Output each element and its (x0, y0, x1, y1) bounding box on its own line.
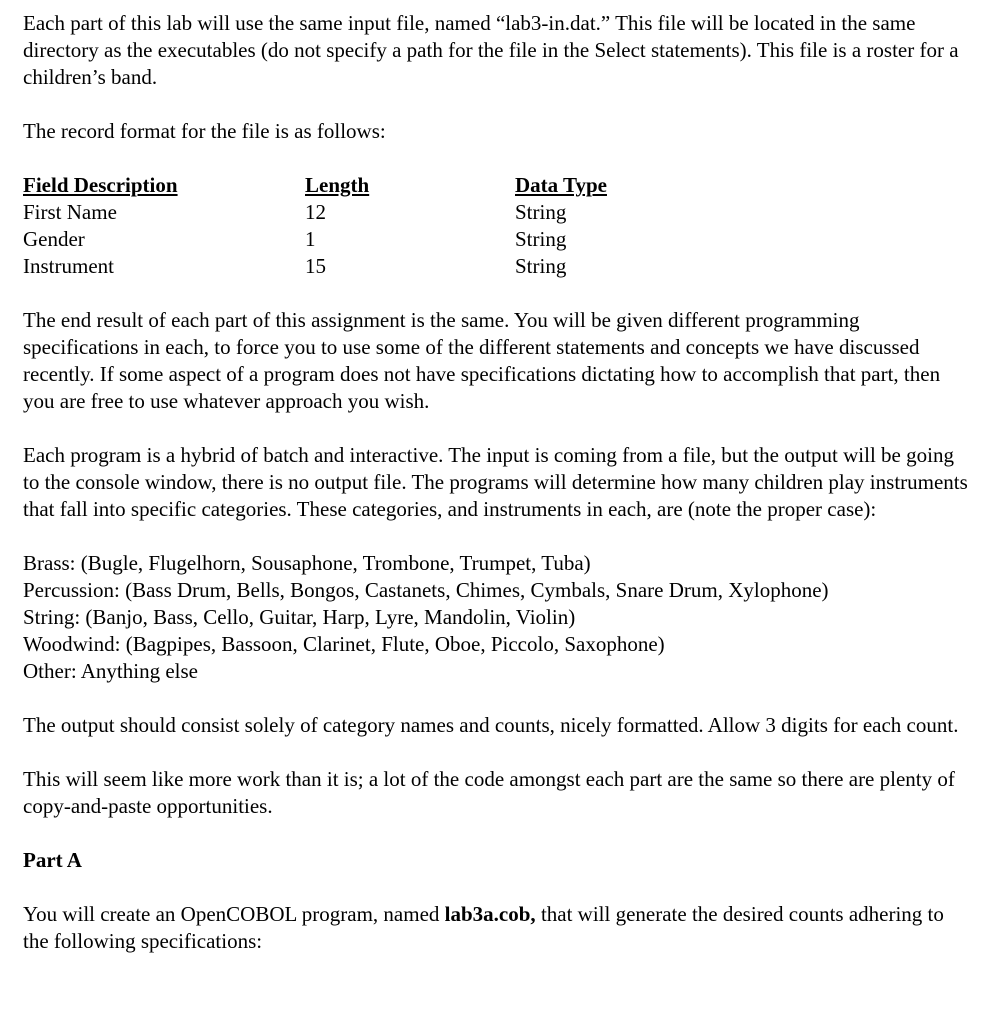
table-row (23, 226, 968, 253)
list-item: Brass: (Bugle, Flugelhorn, Sousaphone, Trombone, Trumpet, Tuba) (23, 551, 591, 575)
part-a-filename: lab3a.cob, (444, 902, 536, 926)
field-type-cell: String (515, 254, 567, 278)
category-list (23, 550, 968, 685)
field-name-cell: Instrument (23, 254, 114, 278)
list-item: Percussion: (Bass Drum, Bells, Bongos, Castanets, Chimes, Cymbals, Snare Drum, Xylophone) (23, 578, 829, 602)
part-a-text-before: You will create an OpenCOBOL program, named (23, 902, 445, 926)
field-name-cell: Gender (23, 227, 85, 251)
part-a-text-after: that will generate the desired counts adhering to the following specifications: (23, 902, 944, 953)
field-length-cell: 15 (305, 254, 326, 278)
record-table-header-row (23, 172, 968, 199)
field-name-cell: First Name (23, 200, 117, 224)
output-paragraph: The output should consist solely of category names and counts, nicely formatted. Allow 3 digits for each count. (23, 713, 959, 737)
end-result-paragraph: The end result of each part of this assignment is the same. You will be given different programming specifications in each, to force you to use some of the different statements and concepts we have discussed recently. If some aspect of a program does not have specifications dictating how to accomplish that part, then you are free to use whatever approach you wish. (23, 308, 941, 413)
record-format-table (23, 172, 968, 280)
field-type-cell: String (515, 227, 567, 251)
hybrid-paragraph: Each program is a hybrid of batch and interactive. The input is coming from a file, but the output will be going to the console window, there is no output file. The programs will determine how many children play instruments that fall into specific categories. These categories, and instruments in each, are (note the proper case): (23, 443, 968, 521)
work-paragraph: This will seem like more work than it is; a lot of the code amongst each part are the same so there are plenty of copy-and-paste opportunities. (23, 767, 955, 818)
table-row (23, 253, 968, 280)
list-item: String: (Banjo, Bass, Cello, Guitar, Harp, Lyre, Mandolin, Violin) (23, 605, 576, 629)
header-data-type: Data Type (515, 173, 607, 197)
document-page (23, 10, 968, 955)
table-row (23, 199, 968, 226)
part-a-heading: Part A (23, 848, 82, 872)
list-item: Other: Anything else (23, 659, 198, 683)
header-length: Length (305, 173, 370, 197)
field-length-cell: 1 (305, 227, 316, 251)
list-item: Woodwind: (Bagpipes, Bassoon, Clarinet, Flute, Oboe, Piccolo, Saxophone) (23, 632, 665, 656)
part-a-paragraph (23, 901, 968, 955)
record-format-heading: The record format for the file is as follows: (23, 119, 386, 143)
field-length-cell: 12 (305, 200, 326, 224)
field-type-cell: String (515, 200, 567, 224)
header-field-description: Field Description (23, 173, 178, 197)
intro-paragraph: Each part of this lab will use the same input file, named “lab3-in.dat.” This file will be located in the same directory as the executables (do not specify a path for the file in the Select statements). This file is a roster for a children’s band. (23, 11, 959, 89)
